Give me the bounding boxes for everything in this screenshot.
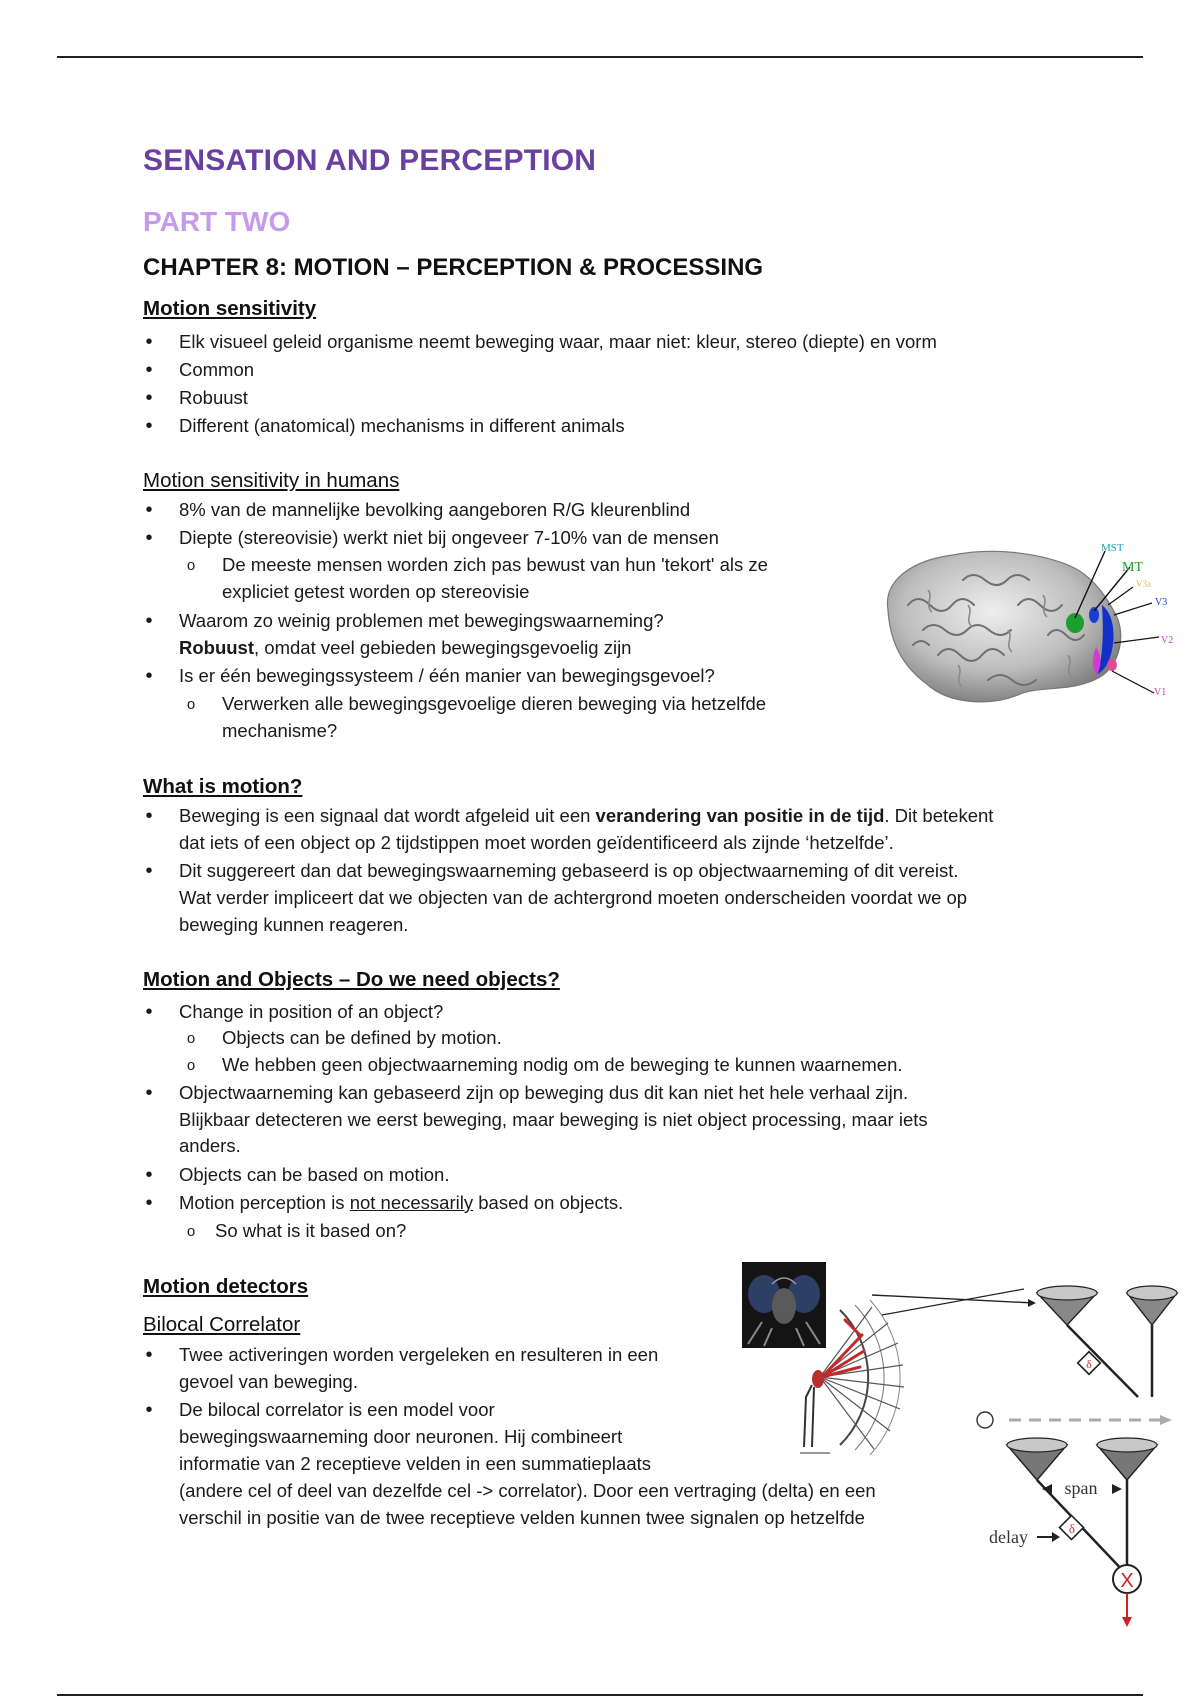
- bullet-icon: [143, 662, 155, 690]
- list-item-continuation: dat iets of een object op 2 tijdstippen moet worden geïdentificeerd als zijnde ‘hetzelfde’.: [179, 832, 894, 853]
- section-heading-motion-detectors: Motion detectors: [143, 1275, 309, 1298]
- text-run: Motion perception is: [179, 1192, 350, 1213]
- bold-term: Robuust: [179, 637, 255, 658]
- bullet-icon: [143, 496, 155, 524]
- brain-label-v2: V2: [1161, 635, 1174, 646]
- list-item: Objects can be based on motion.: [179, 1164, 450, 1185]
- bullet-icon: [143, 857, 155, 885]
- section-heading-what-is-motion: What is motion?: [143, 775, 303, 798]
- list-item: Diepte (stereovisie) werkt niet bij ongeveer 7-10% van de mensen: [179, 527, 719, 548]
- delta-symbol: δ: [1086, 1357, 1092, 1371]
- bullet-icon: [143, 356, 155, 384]
- list-item: Different (anatomical) mechanisms in different animals: [179, 415, 625, 436]
- list-item-continuation: anders.: [179, 1135, 241, 1156]
- bullet-icon: [143, 802, 155, 830]
- sub-list-item-continuation: mechanisme?: [222, 720, 338, 741]
- list-item: Common: [179, 359, 255, 380]
- brain-figure: [868, 535, 1184, 715]
- bullet-icon: [143, 1161, 155, 1189]
- sub-bullet-icon: [185, 1218, 197, 1245]
- bullet-icon: [143, 384, 155, 412]
- list-item: Twee activeringen worden vergeleken en resulteren in een: [179, 1344, 659, 1365]
- section-heading-motion-sensitivity: Motion sensitivity: [143, 297, 317, 320]
- bullet-icon: [143, 1341, 155, 1369]
- bullet-icon: [143, 1079, 155, 1107]
- chapter-heading: CHAPTER 8: MOTION – PERCEPTION & PROCESSING: [143, 254, 764, 281]
- list-item-continuation: (andere cel of deel van dezelfde cel -> correlator). Door een vertraging (delta) en een: [179, 1480, 876, 1501]
- list-item-continuation: gevoel van beweging.: [179, 1371, 358, 1392]
- brain-label-v3: V3: [1155, 597, 1168, 608]
- bold-term: verandering van positie in de tijd: [595, 805, 885, 826]
- brain-label-mst: MST: [1101, 542, 1124, 554]
- text-run: . Dit betekent: [884, 805, 994, 826]
- top-rule: [57, 56, 1143, 58]
- list-item-continuation: [179, 634, 631, 661]
- bullet-icon: [143, 998, 155, 1026]
- brain-label-mt: MT: [1122, 560, 1143, 575]
- list-item: Robuust: [179, 387, 248, 408]
- list-item-continuation: beweging kunnen reageren.: [179, 914, 409, 935]
- list-item: [179, 1189, 623, 1216]
- sub-list-item: Objects can be defined by motion.: [222, 1027, 502, 1048]
- list-item-continuation: bewegingswaarneming door neuronen. Hij combineert: [179, 1426, 623, 1447]
- part-subtitle: PART TWO: [143, 206, 291, 237]
- delay-label: delay: [989, 1527, 1028, 1547]
- delta-symbol: δ: [1068, 1521, 1076, 1536]
- sub-bullet-icon: [185, 691, 197, 718]
- sub-list-item: Verwerken alle bewegingsgevoelige dieren beweging via hetzelfde: [222, 693, 767, 714]
- bullet-icon: [143, 412, 155, 440]
- sub-bullet-icon: [185, 552, 197, 579]
- bullet-icon: [143, 607, 155, 635]
- bullet-icon: [143, 1189, 155, 1217]
- sub-list-item: De meeste mensen worden zich pas bewust van hun 'tekort' als ze: [222, 554, 768, 575]
- list-item: 8% van de mannelijke bevolking aangeboren R/G kleurenblind: [179, 499, 691, 520]
- bullet-icon: [143, 328, 155, 356]
- list-item: Is er één bewegingssysteem / één manier van bewegingsgevoel?: [179, 665, 715, 686]
- brain-label-v3a: V3a: [1136, 579, 1151, 589]
- subsection-heading-bilocal-correlator: Bilocal Correlator: [143, 1313, 301, 1336]
- list-item: Waarom zo weinig problemen met bewegingswaarneming?: [179, 610, 664, 631]
- sub-list-item: So what is it based on?: [215, 1220, 407, 1241]
- list-item-continuation: informatie van 2 receptieve velden in een summatieplaats: [179, 1453, 652, 1474]
- bullet-icon: [143, 1396, 155, 1424]
- list-item: De bilocal correlator is een model voor: [179, 1399, 495, 1420]
- span-label: span: [1064, 1478, 1098, 1498]
- list-item: Objectwaarneming kan gebaseerd zijn op beweging dus dit kan niet het hele verhaal zijn.: [179, 1082, 909, 1103]
- section-heading-motion-sensitivity-humans: Motion sensitivity in humans: [143, 469, 400, 492]
- list-item-continuation: Wat verder impliceert dat we objecten van de achtergrond moeten onderscheiden voordat we op: [179, 887, 968, 908]
- list-item: Elk visueel geleid organisme neemt beweging waar, maar niet: kleur, stereo (diepte) en vorm: [179, 331, 937, 352]
- list-item-continuation: Blijkbaar detecteren we eerst beweging, maar beweging is niet object processing, maar iets: [179, 1109, 928, 1130]
- list-item: [179, 802, 993, 829]
- brain-label-v1: V1: [1154, 687, 1167, 698]
- sub-list-item: We hebben geen objectwaarneming nodig om de beweging te kunnen waarnemen.: [222, 1054, 903, 1075]
- list-item-continuation: verschil in positie van de twee receptieve velden kunnen twee signalen op hetzelfde: [179, 1507, 865, 1528]
- text-run: , omdat veel gebieden bewegingsgevoelig zijn: [254, 637, 632, 658]
- underlined-term: not necessarily: [349, 1192, 474, 1213]
- bullet-icon: [143, 524, 155, 552]
- list-item: Change in position of an object?: [179, 1001, 444, 1022]
- list-item: Dit suggereert dan dat bewegingswaarneming gebaseerd is op objectwaarneming of dit vereist.: [179, 860, 959, 881]
- sub-list-item-continuation: expliciet getest worden op stereovisie: [222, 581, 530, 602]
- section-heading-motion-and-objects: Motion and Objects – Do we need objects?: [143, 968, 560, 991]
- text-run: based on objects.: [473, 1192, 624, 1213]
- bilocal-correlator-diagram: [872, 1275, 1192, 1635]
- multiply-symbol: X: [1120, 1570, 1134, 1592]
- sub-bullet-icon: [185, 1025, 197, 1052]
- sub-bullet-icon: [185, 1052, 197, 1079]
- document-title: SENSATION AND PERCEPTION: [143, 144, 597, 177]
- bottom-rule: [57, 1694, 1143, 1696]
- text-run: Beweging is een signaal dat wordt afgeleid uit een: [179, 805, 596, 826]
